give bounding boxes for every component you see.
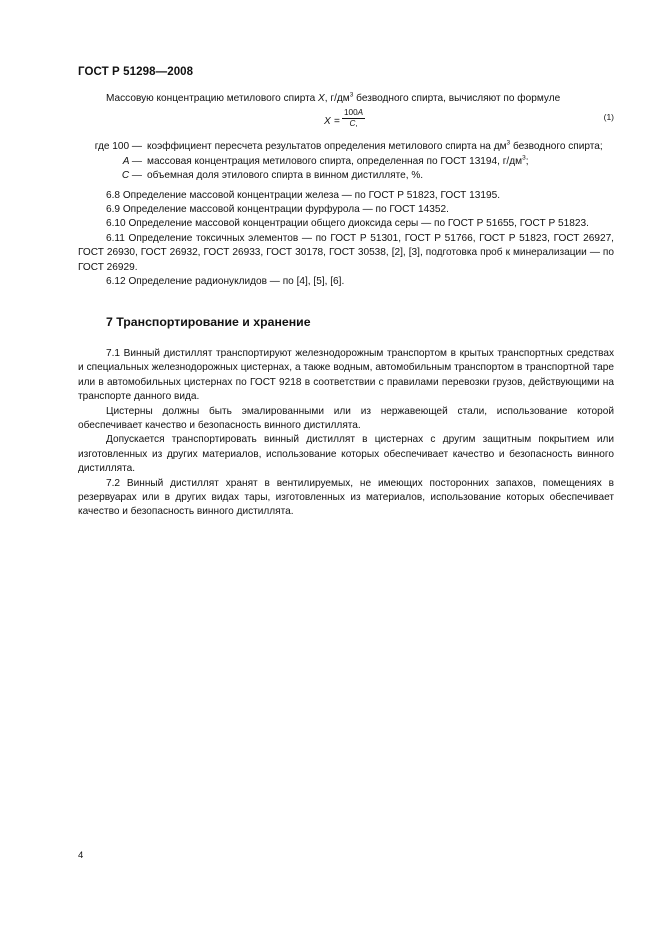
intro-text: Массовую концентрацию метилового спирта bbox=[106, 93, 319, 104]
legend-text bbox=[147, 140, 614, 154]
paragraph: Цистерны должны быть эмалированными или из нержавеющей стали, использование которой обеспечивает качество и безопасность винного дистиллята. bbox=[78, 405, 614, 431]
formula-fraction bbox=[342, 108, 365, 129]
document-header: ГОСТ Р 51298—2008 bbox=[78, 66, 194, 78]
paragraph: 7.2 Винный дистиллят хранят в вентилируемых, не имеющих посторонних запахов, помещениях в резервуарах или в других видах тары, изготовленных из материалов, использование которых обеспечивает качество и безопасность винного дистиллята. bbox=[78, 477, 614, 518]
numerator-var: A bbox=[357, 108, 364, 118]
formula-denominator bbox=[342, 119, 365, 129]
section-title: 7 Транспортирование и хранение bbox=[106, 315, 311, 330]
legend-sup: 3 bbox=[522, 154, 526, 162]
paragraph: 7.1 Винный дистиллят транспортируют железнодорожным транспортом в крытых транспортных средствах и специальных железнодорожных цистернах, а также водным, автомобильным транспортом в транспортной таре или в автомобильных цистернах по ГОСТ 9218 в соответствии с правилами перевозки грузов, действующими на транспорте данного вида. bbox=[78, 347, 614, 403]
numerator-coef: 100 bbox=[344, 108, 358, 118]
formula-equals: = bbox=[334, 116, 340, 128]
list-item: 6.8 Определение массовой концентрации железа — по ГОСТ Р 51823, ГОСТ 13195. bbox=[106, 189, 500, 201]
section-7-body bbox=[78, 347, 614, 520]
page-number: 4 bbox=[78, 850, 84, 861]
formula-numerator bbox=[342, 108, 365, 119]
legend-text-a: коэффициент пересчета результатов определения метилового спирта на дм bbox=[147, 141, 507, 153]
intro-units: , г/дм bbox=[324, 93, 350, 104]
list-item: 6.10 Определение массовой концентрации общего диоксида серы — по ГОСТ Р 51655, ГОСТ Р 51823. bbox=[106, 218, 589, 230]
legend-text bbox=[147, 155, 614, 169]
legend-text: объемная доля этилового спирта в винном дистилляте, %. bbox=[147, 170, 424, 182]
legend-text-b: безводного спирта; bbox=[510, 141, 603, 153]
list-item: 6.11 Определение токсичных элементов — по ГОСТ Р 51301, ГОСТ Р 51766, ГОСТ Р 51823, ГОСТ 26927, ГОСТ 26930, ГОСТ 26932, ГОСТ 26933, ГОСТ 30178, ГОСТ 30538, [2], [3], подготовка проб к минерализации — по ГОСТ 26929. bbox=[78, 232, 614, 273]
legend-key bbox=[64, 155, 147, 169]
var-x: X bbox=[318, 93, 325, 104]
legend-key: где 100 — bbox=[94, 141, 142, 153]
document-body bbox=[78, 92, 614, 520]
legend-row bbox=[64, 169, 614, 183]
list-item: 6.12 Определение радионуклидов — по [4], [5], [6]. bbox=[106, 276, 345, 288]
legend-key-c: C — bbox=[121, 170, 142, 182]
denominator-var: C bbox=[349, 119, 356, 129]
intro-sup: 3 bbox=[349, 91, 354, 99]
list-item: 6.9 Определение массовой концентрации фурфурола — по ГОСТ 14352. bbox=[106, 204, 449, 216]
test-methods-list bbox=[78, 189, 614, 290]
formula-intro bbox=[78, 92, 614, 106]
legend-key bbox=[64, 169, 147, 183]
formula-number: (1) bbox=[603, 112, 614, 123]
legend-key-a: A — bbox=[122, 155, 142, 167]
formula-legend bbox=[78, 140, 614, 183]
formula-1 bbox=[78, 108, 614, 136]
legend-sup: 3 bbox=[506, 140, 511, 148]
legend-row bbox=[64, 155, 614, 169]
paragraph: Допускается транспортировать винный дистиллят в цистернах с другим защитным покрытием или изготовленных из других материалов, использование которых обеспечивает качество и безопасность винного дистиллята. bbox=[78, 434, 614, 475]
formula-lhs: X bbox=[324, 116, 331, 128]
intro-after: безводного спирта, вычисляют по формуле bbox=[353, 93, 561, 104]
legend-text-a: массовая концентрация метилового спирта, определенная по ГОСТ 13194, г/дм bbox=[147, 155, 523, 167]
legend-row bbox=[64, 140, 614, 154]
formula-comma: , bbox=[355, 119, 358, 129]
legend-text-b: ; bbox=[525, 155, 529, 167]
